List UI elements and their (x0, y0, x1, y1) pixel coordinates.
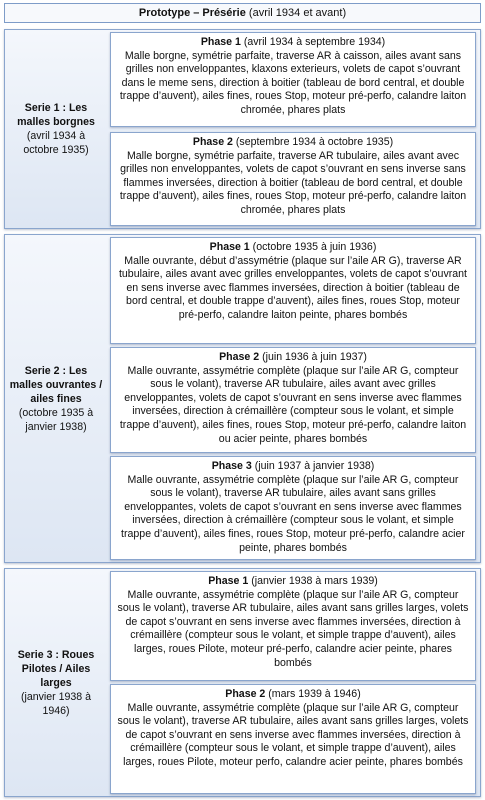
phase-text: Malle ouvrante, assymétrie complète (plaque sur l’aile AR G, compteur sous le volant), traverse AR tubulaire, ailes avant sans grilles larges, volets de capot s’ouvrant en sens inverse avec flammes inversées, direction à crémaillère (compteur sous le volant, et simple trappe d’auvent), ailes larges, roues Pilote, moteur pré-perfo, calandre acier peinte, phares bombés (117, 588, 469, 669)
series-name: Serie 2 : Les malles ouvrantes / ailes fines (9, 364, 103, 405)
phase-text: Malle ouvrante, assymétrie complète (plaque sur l’aile AR G, compteur sous le volant), traverse AR tubulaire, ailes avant avec grilles enveloppantes, volets de capot s’ouvrant en sens inverse avec flammes inversées, direction à crémaillère (compteur sous le volant, et simple trappe d’auvent), ailes fines, roues Stop, moteur pré-perfo, calandre laiton ou acier peinte, phares bombés (119, 364, 467, 445)
phase-label: Phase 1 (209, 241, 250, 253)
phase-label: Phase 2 (219, 351, 260, 363)
phase-card (110, 132, 476, 226)
series-3-group (4, 568, 481, 797)
phase-dates: (juin 1936 à juin 1937) (259, 351, 367, 363)
phase-card (110, 32, 476, 127)
series-2-group (4, 234, 481, 563)
series-1-group (4, 29, 481, 229)
header-dates: (avril 1934 et avant) (245, 7, 347, 19)
phase-dates: (septembre 1934 à octobre 1935) (232, 136, 394, 148)
phase-dates: (octobre 1935 à juin 1936) (249, 241, 377, 253)
phase-label: Phase 2 (192, 136, 233, 148)
phase-card (110, 237, 476, 344)
phase-label: Phase 1 (200, 36, 241, 48)
table-header (4, 3, 481, 23)
phase-text: Malle borgne, symétrie parfaite, traverse AR à caisson, ailes avant sans grilles non enveloppantes, klaxons exterieurs, volets de capot s’ouvrant dans le meme sens, direction à boitier (tableau de bord central, et double trappe d’auvent), ailes fines, roues Stop, moteur pré-perfo, calandre laiton chromée, phares plats (119, 49, 467, 116)
phase-dates: (avril 1934 à septembre 1934) (240, 36, 386, 48)
series-2-label (8, 234, 104, 563)
phase-label: Phase 3 (211, 460, 252, 472)
series-dates: (octobre 1935 à janvier 1938) (18, 406, 94, 433)
phase-card (110, 456, 476, 560)
series-3-label (8, 568, 104, 797)
phase-dates: (mars 1939 à 1946) (265, 688, 361, 700)
phase-card (110, 684, 476, 794)
series-dates: (janvier 1938 à 1946) (20, 690, 92, 717)
phase-card (110, 571, 476, 681)
header-title: Prototype – Présérie (138, 7, 246, 19)
timeline-table (4, 3, 481, 768)
series-1-label (8, 29, 104, 229)
series-name: Serie 3 : Roues Pilotes / Ailes larges (17, 648, 95, 689)
phase-label: Phase 1 (208, 575, 249, 587)
phase-text: Malle ouvrante, assymétrie complète (plaque sur l’aile AR G, compteur sous le volant), traverse AR tubulaire, ailes avant sans grilles enveloppantes, volets de capot s’ouvrant en sens inverse avec flammes inversées, direction à crémaillère (compteur sous le volant, et simple trappe d’auvent), ailes fines, roues Stop, moteur pré-perfo, calandre acier peinte, phares bombés (121, 473, 465, 554)
series-dates: (avril 1934 à octobre 1935) (23, 130, 89, 156)
phase-label: Phase 2 (225, 688, 266, 700)
phase-text: Malle ouvrante, assymétrie complète (plaque sur l’aile AR G, compteur sous le volant), traverse AR tubulaire, ailes avant sans grilles larges, volets de capot s’ouvrant en sens inverse avec flammes inversées, direction à crémaillère (compteur sous le volant, et simple trappe d’auvent), ailes larges, roues Pilote, moteur perfo, calandre acier peinte, phares bombés (117, 701, 469, 768)
phase-text: Malle ouvrante, début d’assymétrie (plaque sur l’aile AR G), traverse AR tubulaire, ailes avant avec grilles enveloppantes, volets de capot s’ouvrant en sens inverse avec flammes inversées, direction à boitier (tableau de bord central, et double trappe d’auvent), ailes fines, roues Stop, moteur pré-perfo, calandre laiton peinte, phares bombés (118, 254, 468, 321)
series-name: Serie 1 : Les malles borgnes (17, 102, 95, 128)
phase-dates: (janvier 1938 à mars 1939) (248, 575, 378, 587)
phase-dates: (juin 1937 à janvier 1938) (251, 460, 375, 472)
phase-text: Malle borgne, symétrie parfaite, traverse AR tubulaire, ailes avant avec grilles non enveloppantes, volets de capot s’ouvrant en sens inverse sans flammes inversées, direction à boitier (tableau de bord central, et double trappe d’auvent), ailes fines, roues Stop, moteur pré-perfo, calandre laiton chromée, phares plats (119, 149, 467, 216)
phase-card (110, 347, 476, 453)
